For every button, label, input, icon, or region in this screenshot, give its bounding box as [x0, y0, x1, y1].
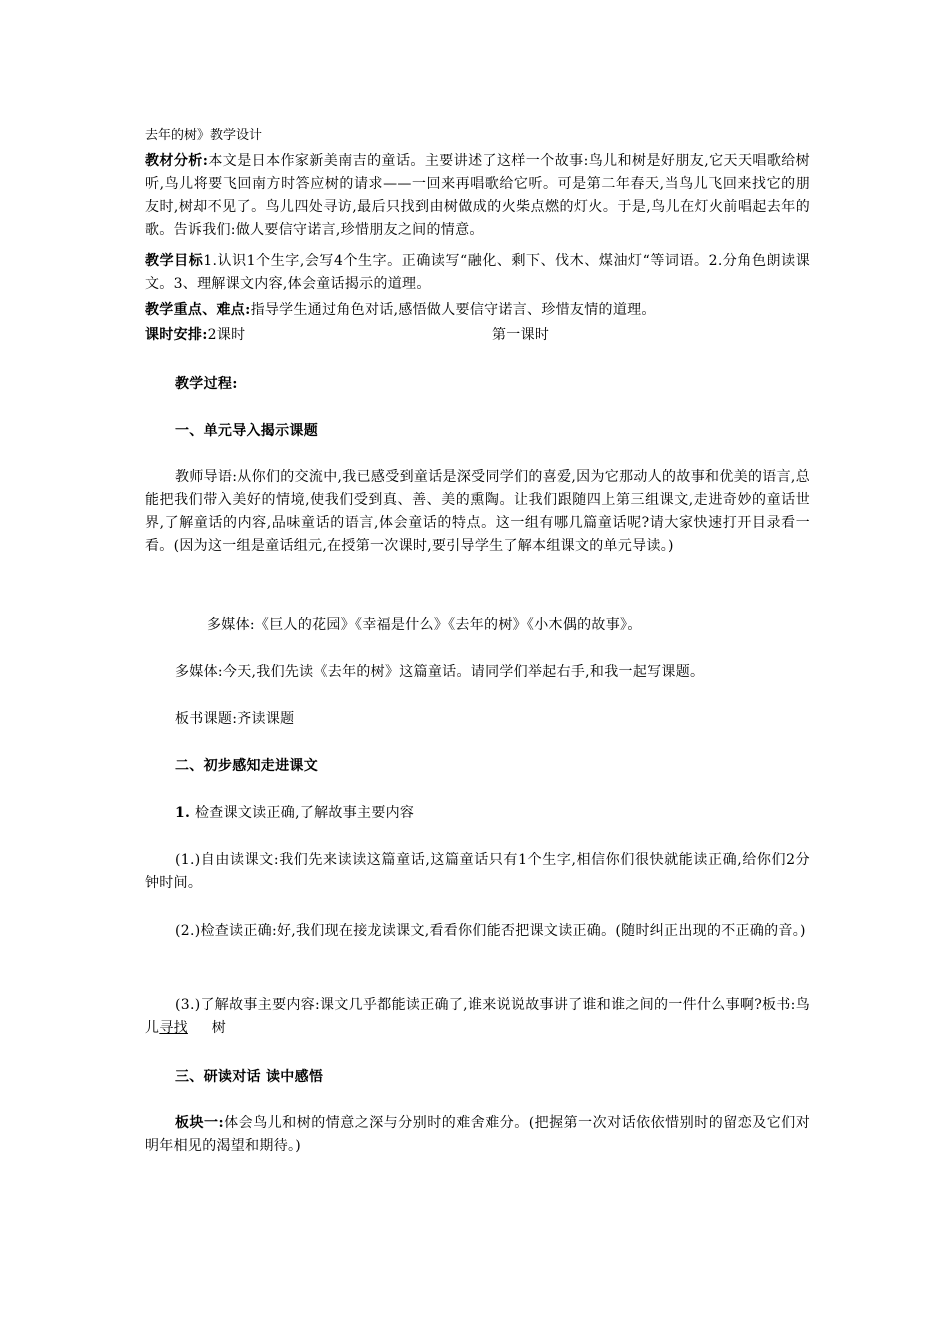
- section1-paragraph-4: 板书课题:齐读课题: [175, 711, 295, 727]
- section2-paragraph-3: [145, 994, 810, 1040]
- teaching-goals: [145, 250, 810, 296]
- section1-heading: 一、单元导入揭示课题: [175, 423, 318, 439]
- underlined-word: 寻找: [159, 1020, 188, 1036]
- section3-text: 体会鸟儿和树的情意之深与分别时的难舍难分。(把握第一次对话依依惜别时的留恋及它们对明年相见的渴望和期待。): [145, 1115, 810, 1154]
- section1-paragraph-1: 教师导语:从你们的交流中,我已感受到童话是深受同学们的喜爱,因为它那动人的故事和优美的语言,总能把我们带入美好的情境,使我们受到真、善、美的熏陶。让我们跟随四上第三组课文,走进奇妙的童话世界,了解童话的内容,品味童话的语言,体会童话的特点。这一组有哪几篇童话呢?请大家快速打开目录看一看。(因为这一组是童话组元,在授第一次课时,要引导学生了解本组课文的单元导读。): [145, 469, 810, 554]
- section3-paragraph-1: [145, 1112, 810, 1158]
- schedule-label: 课时安排:: [145, 327, 208, 343]
- analysis-label: 教材分析:: [145, 153, 209, 169]
- section1-paragraph-2: 多媒体:《巨人的花园》《幸福是什么》《去年的树》《小木偶的故事》。: [207, 617, 642, 633]
- section3-heading: 三、研读对话 读中感悟: [175, 1069, 324, 1085]
- section2-paragraph-3-end: 树: [211, 1020, 226, 1036]
- document-title: 去年的树》教学设计: [145, 128, 263, 143]
- focus-text: 指导学生通过角色对话,感悟做人要信守诺言、珍惜友情的道理。: [250, 302, 656, 318]
- schedule-line: [145, 324, 810, 347]
- section2-paragraph-3-text: (3.)了解故事主要内容:课文几乎都能读正确了,谁来说说故事讲了谁和谁之间的一件什么事啊?板书:鸟儿: [145, 997, 810, 1036]
- section1-paragraph-3: 多媒体:今天,我们先读《去年的树》这篇童话。请同学们举起右手,和我一起写课题。: [175, 664, 705, 680]
- section3-label: 板块一:: [175, 1115, 224, 1131]
- analysis-text: 本文是日本作家新美南吉的童话。主要讲述了这样一个故事:鸟儿和树是好朋友,它天天唱歌给树听,鸟儿将要飞回南方时答应树的请求——一回来再唱歌给它听。可是第二年春天,当鸟儿飞回来找它的朋友时,树却不见了。鸟儿四处寻访,最后只找到由树做成的火柴点燃的灯火。于是,鸟儿在灯火前唱起去年的歌。告诉我们:做人要信守诺言,珍惜朋友之间的情意。: [145, 153, 810, 238]
- first-lesson-label: 第一课时: [492, 327, 550, 343]
- section2-paragraph-1: (1.)自由读课文:我们先来读读这篇童话,这篇童话只有1个生字,相信你们很快就能读正确,给你们2分钟时间。: [145, 852, 810, 891]
- goal-text: 1.认识1个生字,会写4个生字。正确读写“融化、剩下、伐木、煤油灯“等词语。2.分角色朗读课文。3、理解课文内容,体会童话揭示的道理。: [145, 253, 810, 292]
- section2-item-1-number: 1.: [175, 805, 191, 821]
- material-analysis: [145, 150, 810, 242]
- focus-difficulties: [145, 299, 810, 322]
- schedule-text: 2课时: [207, 327, 246, 343]
- section2-paragraph-2: (2.)检查读正确:好,我们现在接龙读课文,看看你们能否把课文读正确。(随时纠正出现的不正确的音。): [175, 923, 806, 939]
- goal-label: 教学目标: [145, 253, 204, 269]
- section2-heading: 二、初步感知走进课文: [175, 758, 318, 774]
- section2-item-1-text: 检查课文读正确,了解故事主要内容: [194, 805, 415, 821]
- section2-item-1: [175, 802, 775, 825]
- focus-label: 教学重点、难点:: [145, 302, 251, 318]
- process-heading: 教学过程:: [175, 376, 238, 392]
